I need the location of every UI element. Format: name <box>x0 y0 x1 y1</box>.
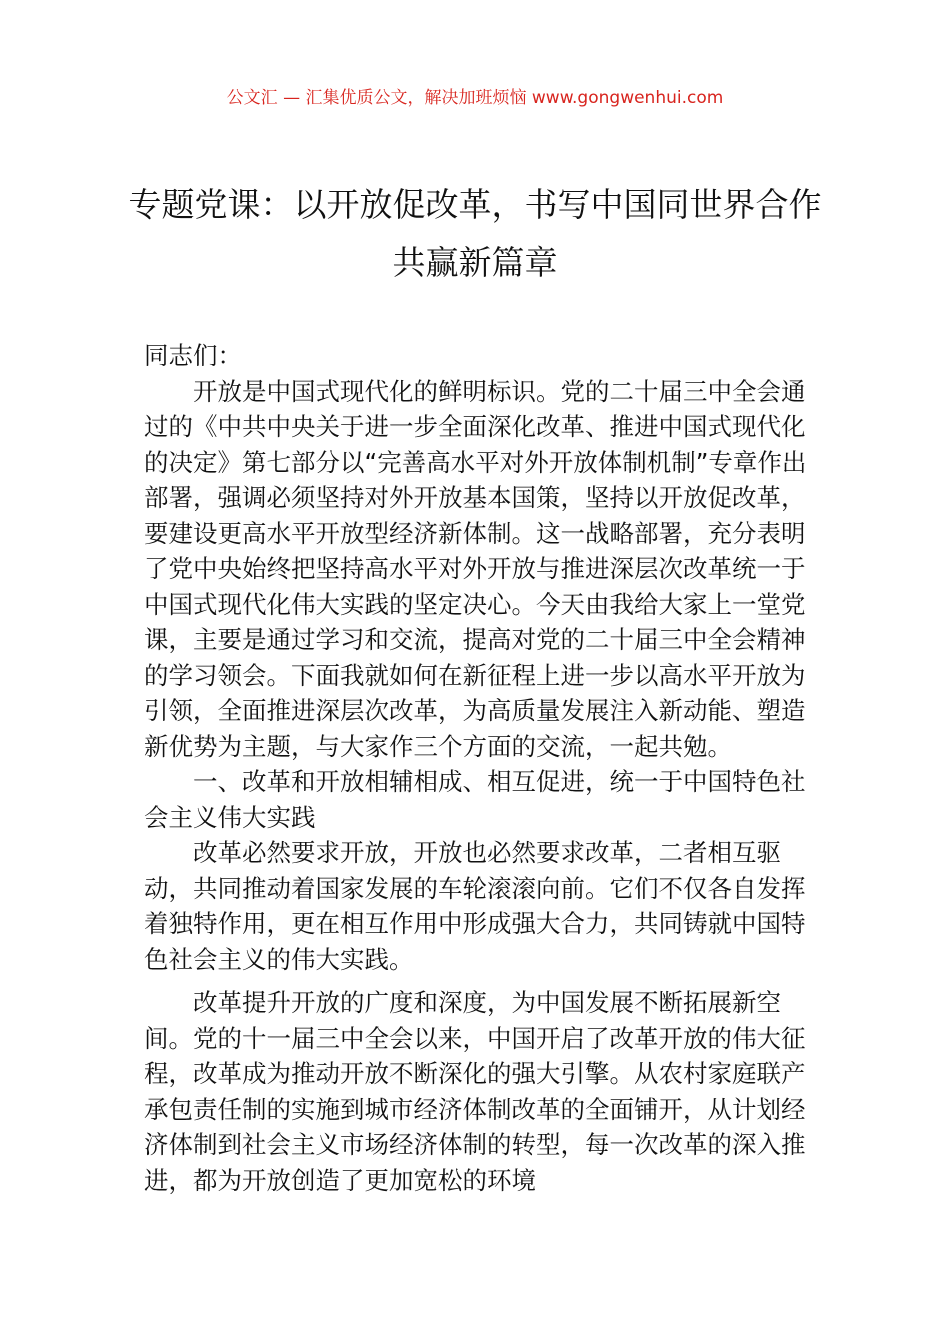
document-title: 专题党课：以开放促改革，书写中国同世界合作共赢新篇章 <box>128 185 822 282</box>
paragraph-reform-expands-opening: 改革提升开放的广度和深度，为中国发展不断拓展新空间。党的十一届三中全会以来，中国开启了改革开放的伟大征程，改革成为推动开放不断深化的强大引擎。从农村家庭联产承包责任制的实施到城市经济体制改革的全面铺开，从计划经济体制到社会主义市场经济体制的转型，每一次改革的深入推进，都为开放创造了更加宽松的环境 <box>144 988 806 1195</box>
paragraph-intro: 开放是中国式现代化的鲜明标识。党的二十届三中全会通过的《中共中央关于进一步全面深化改革、推进中国式现代化的决定》第七部分以“完善高水平对外开放体制机制”专章作出部署，强调必须坚持对外开放基本国策，坚持以开放促改革，要建设更高水平开放型经济新体制。这一战略部署，充分表明了党中央始终把坚持高水平对外开放与推进深层次改革统一于中国式现代化伟大实践的坚定决心。今天由我给大家上一堂党课，主要是通过学习和交流，提高对党的二十届三中全会精神的学习领会。下面我就如何在新征程上进一步以高水平开放为引领，全面推进深层次改革，为高质量发展注入新动能、塑造新优势为主题，与大家作三个方面的交流，一起共勉。 <box>144 376 807 761</box>
section-heading-1: 一、改革和开放相辅相成、相互促进，统一于中国特色社会主义伟大实践 <box>144 767 806 832</box>
document-body <box>144 338 808 1198</box>
site-banner: 公文汇 — 汇集优质公文，解决加班烦恼 www.gongwenhui.com <box>226 88 724 108</box>
salutation: 同志们： <box>144 341 242 370</box>
paragraph-reform-opening: 改革必然要求开放，开放也必然要求改革，二者相互驱动，共同推动着国家发展的车轮滚滚向前。它们不仅各自发挥着独特作用，更在相互作用中形成强大合力，共同铸就中国特色社会主义的伟大实践。 <box>144 838 806 974</box>
